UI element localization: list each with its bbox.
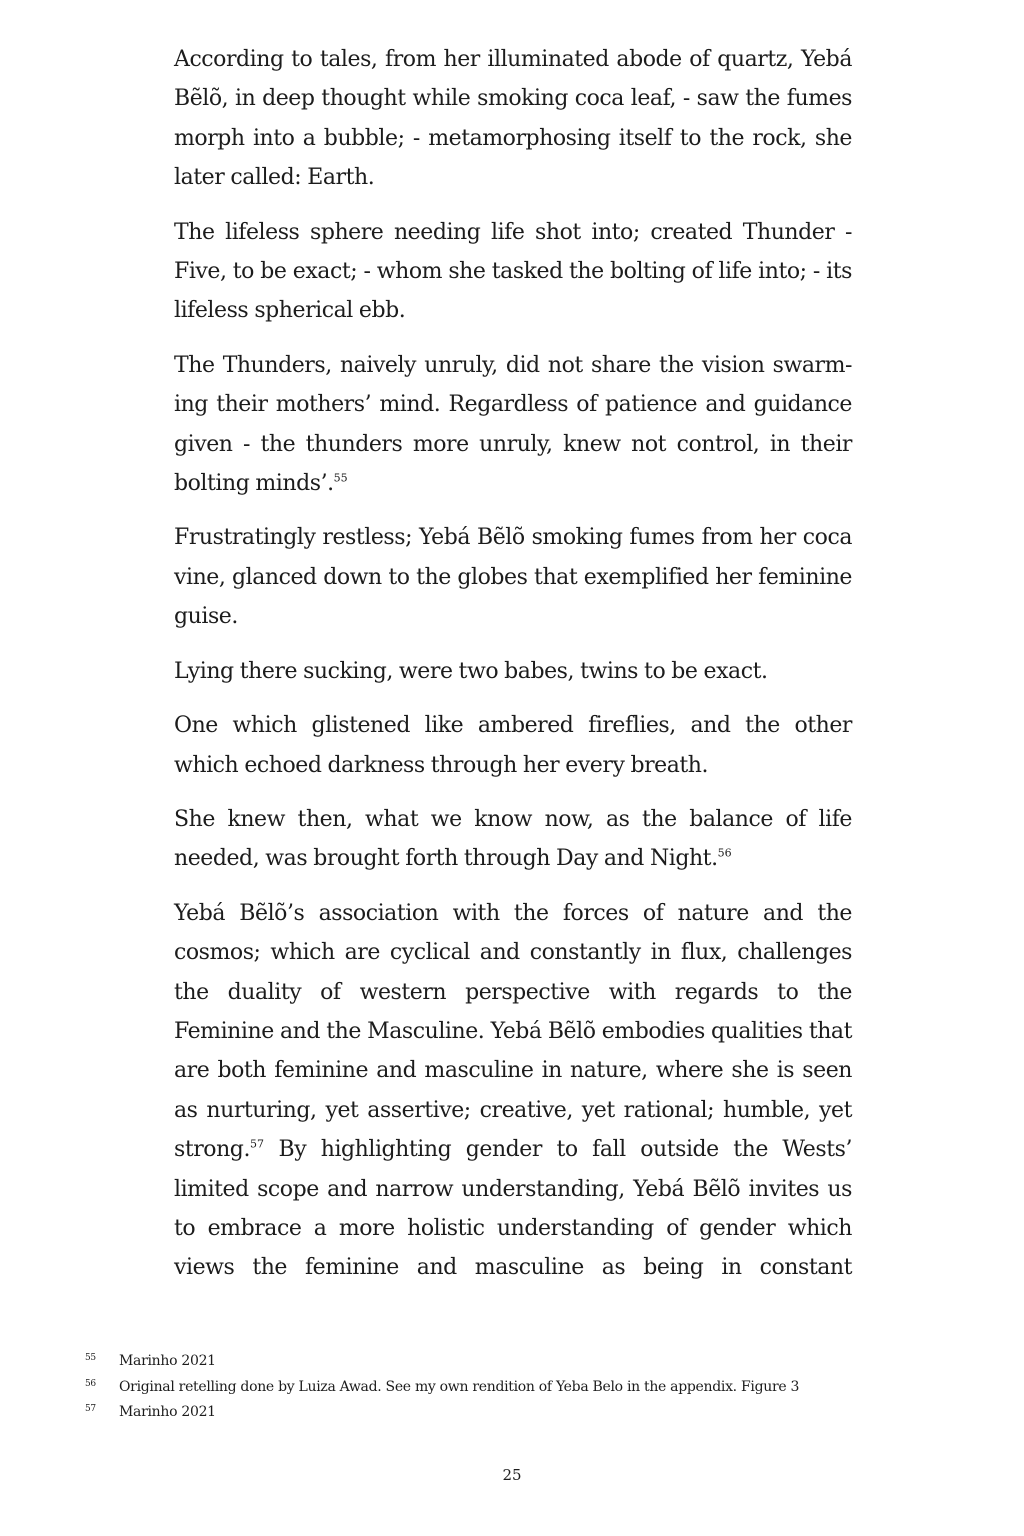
- footnote-55: [85, 1350, 925, 1376]
- paragraph-8: [174, 894, 852, 1288]
- footnote-reference-55[interactable]: 55: [333, 471, 348, 485]
- footnote-text: Marinho 2021: [119, 1404, 216, 1420]
- paragraph-text: One which glistened like ambered fireflies, and the other which echoed darkness through her every breath.: [174, 713, 852, 778]
- footnote-number: 57: [85, 1404, 96, 1414]
- paragraph-3: [174, 346, 852, 504]
- footnote-text: Marinho 2021: [119, 1353, 216, 1369]
- paragraph-text: The Thunders, naively unruly, did not share the vision swarm-ing their mothers’ mind. Regardless of patience and guidance given - the thunders more unruly, knew not control, in their bolting minds’.: [174, 352, 852, 497]
- paragraph-text: She knew then, what we know now, as the balance of life needed, was brought forth through Day and Night.: [174, 806, 852, 872]
- footnote-number: 56: [85, 1378, 96, 1389]
- paragraph-1: [174, 40, 852, 198]
- footnote-number: 55: [85, 1353, 96, 1363]
- paragraph-text: The lifeless sphere needing life shot into; created Thunder - Five, to be exact; - whom she tasked the bolting of life into; - its lifeless spherical ebb.: [174, 219, 852, 324]
- paragraph-text: Frustratingly restless; Yebá Bẽlõ smoking fumes from her coca vine, glanced down to the globes that exemplified her feminine guise.: [174, 525, 852, 630]
- paragraph-4: [174, 518, 852, 636]
- footnote-reference-57[interactable]: 57: [250, 1137, 264, 1151]
- page-number: 25: [502, 1466, 522, 1484]
- footnotes: [85, 1350, 925, 1427]
- paragraph-5: [174, 652, 852, 691]
- footnote-text: Original retelling done by Luiza Awad. See my own rendition of Yeba Belo in the appendix. Figure 3: [119, 1378, 800, 1395]
- paragraph-7: [174, 800, 852, 879]
- footnote-reference-56[interactable]: 56: [717, 846, 732, 860]
- footnote-56: [85, 1376, 925, 1402]
- paragraph-2: [174, 213, 852, 331]
- paragraph-text-continued: By highlighting gender to fall outside the Wests’ limited scope and narrow understanding, Yebá Bẽlõ invites us to embrace a more holistic understanding of gender which views the feminine and masculine as being in constant: [174, 1137, 852, 1281]
- body-text: [174, 40, 852, 1288]
- footnote-57: [85, 1401, 925, 1427]
- paragraph-text: Lying there sucking, were two babes, twins to be exact.: [174, 658, 768, 684]
- paragraph-text: Yebá Bẽlõ’s association with the forces of nature and the cosmos; which are cyclical and constantly in flux, challenges the duality of western perspective with regards to the Feminine and the Masculine. Yebá Bẽlõ embodies qualities that are both feminine and masculine in nature, where she is seen as nurturing, yet assertive; creative, yet rational; humble, yet strong.: [174, 900, 852, 1163]
- paragraph-6: [174, 706, 852, 785]
- paragraph-text: According to tales, from her illuminated abode of quartz, Yebá Bẽlõ, in deep thought while smoking coca leaf, - saw the fumes morph into a bubble; - metamorphosing itself to the rock, she later called: Earth.: [174, 47, 852, 191]
